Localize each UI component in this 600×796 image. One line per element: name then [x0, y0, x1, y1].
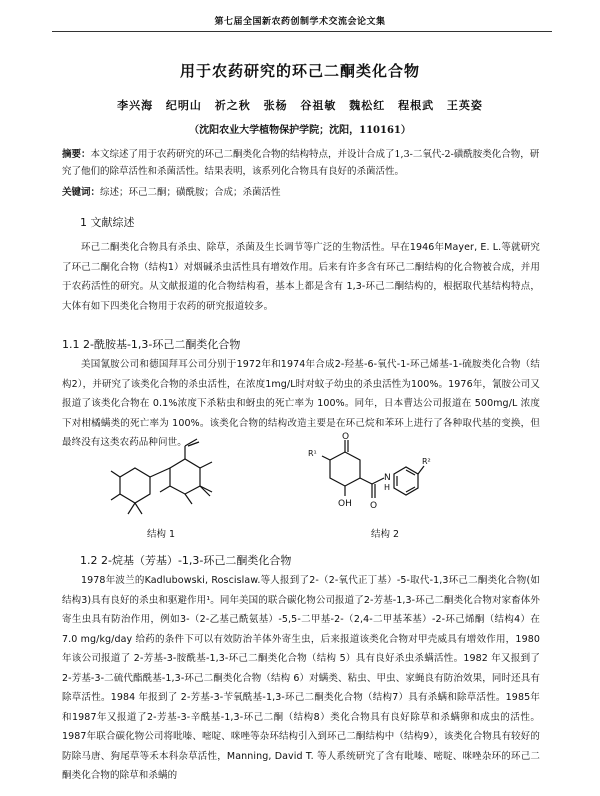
- structure-2-ketone-o: O: [342, 432, 350, 442]
- structure-2-caption: 结构 2: [371, 529, 400, 540]
- abstract-label: 摘要：: [62, 149, 91, 160]
- abstract: [62, 146, 542, 180]
- section-1-2-paragraph: 1978年波兰的Kadlubowski, Roscislaw.等人报到了2-（2-氧代正丁基）-5-取代-1,3环己二酮类化合物(如结构3)具有良好的杀虫和驱避作用¹。同年美国的联合碳化物公司报道了2-芳基-1,3-环己二酮类化合物对家畜体外寄生虫具有防治作用，例如3-（2-乙基己酰氨基）-5,5-二甲基-2-（2,4-二甲基苯基）-2-环己烯酮（结构4）在 7.0 mg/kg/day 给药的条件下可以有效防治羊体外寄生虫，后来报道该类化合物对甲壳威具有增效作用，1980 年该公司报道了 2-芳基-3-胺酰基-1,3-环己二酮类化合物（结构 5）具有良好杀虫杀螨活性。1982 年又报到了 2-芳基-3-二硫代酯酰基-1,3-环己二酮类化合物（结构 6）对螨类、粘虫、甲虫、家蝇良有防治效果，同时还具有除草活性。1984 年报到了 2-芳基-3-苄氧酰基-1,3-环己二酮类化合物（结构7）具有杀螨和除草活性。1985年和1987年又报道了2-芳基-3-辛酰基-1,3-环己二酮（结构8）类化合物具有良好除草和杀螨卵和成虫的活性。1987年联合碳化物公司将吡嗪、嘧啶、咪唑等杂环结构引入到环己二酮结构中（结构9），该类化合物具有较好的防除马唐、狗尾草等禾本科杂草活性，Manning, David T. 等人系统研究了含有吡嗪、嘧啶、咪唑杂环的环己二酮类化合物的除草和杀螨的: [62, 575, 540, 781]
- section-1-paragraph: 环己二酮类化合物具有杀虫、除草，杀菌及生长调节等广泛的生物活性。早在1946年Mayer, E. L.等就研究了环己二酮化合物（结构1）对烟碱杀虫活性具有增效作用。后来有许多含有环己二酮结构的化合物被合成，并用于农药活性的研究。从文献报道的化合物结构看，基本上都是含有 1,3-环己二酮结构的，根据取代基结构特点，大体有如下四类化合物用于农药的研究报道较多。: [62, 242, 540, 312]
- structure-2-hydroxyl: OH: [338, 499, 352, 509]
- running-header: 第七届全国新农药创制学术交流会论文集: [214, 17, 386, 27]
- structure-1-drawing: [100, 430, 240, 522]
- structure-2-drawing: [300, 430, 440, 522]
- author-list: 李兴海 纪明山 祈之秋 张杨 谷祖敏 魏松红 程根武 王英姿: [117, 99, 483, 112]
- keywords: [62, 184, 542, 198]
- structure-2-r1-label: R¹: [308, 449, 317, 458]
- keywords-text: 综述；环己二酮；磺酰胺；合成；杀菌活性: [100, 187, 281, 198]
- header-rule: [52, 31, 552, 32]
- structure-2-amide-n: N: [384, 473, 391, 483]
- section-1-heading: 1 文献综述: [80, 216, 135, 229]
- keywords-label: 关键词：: [62, 187, 101, 198]
- section-1-1-heading: 1.1 2-酰胺基-1,3-环己二酮类化合物: [62, 338, 241, 351]
- structure-2-amide-o: O: [370, 501, 378, 511]
- section-1-1-paragraph: 美国氰胺公司和德国拜耳公司分别于1972年和1974年合成2-羟基-6-氧代-1-环己烯基-1-硫胺类化合物（结构2），并研究了该类化合物的杀虫活性，在浓度1mg/L时对蚊子幼虫的杀虫活性为100%。1976年，氰胺公司又报道了该类化合物在 0.1%浓度下杀粘虫和蚜虫的死亡率为 100%。同年，日本曹达公司报道在 500mg/L 浓度下对柑橘螨类的死亡率为 100%。该类化合物的结构改造主要是在环己烷和苯环上进行了各种取代基的变换，但最终没有这类农药品种问世。: [62, 359, 541, 448]
- section-1-2-heading: 1.2 2-烷基（芳基）-1,3-环己二酮类化合物: [80, 554, 292, 567]
- structure-2-r2-label: R²: [422, 457, 431, 466]
- structure-1-caption: 结构 1: [147, 529, 176, 540]
- abstract-text: 本文综述了用于农药研究的环己二酮类化合物的结构特点，并设计合成了1,3-二氧代-2-磺酰胺类化合物，研究了他们的除草活性和杀菌活性。结果表明，该系列化合物具有良好的杀菌活性。: [62, 149, 540, 177]
- paper-title: 用于农药研究的环己二酮类化合物: [179, 62, 420, 80]
- affiliation: （沈阳农业大学植物保护学院；沈阳，110161）: [189, 125, 411, 136]
- structure-2-amide-h: H: [384, 483, 391, 492]
